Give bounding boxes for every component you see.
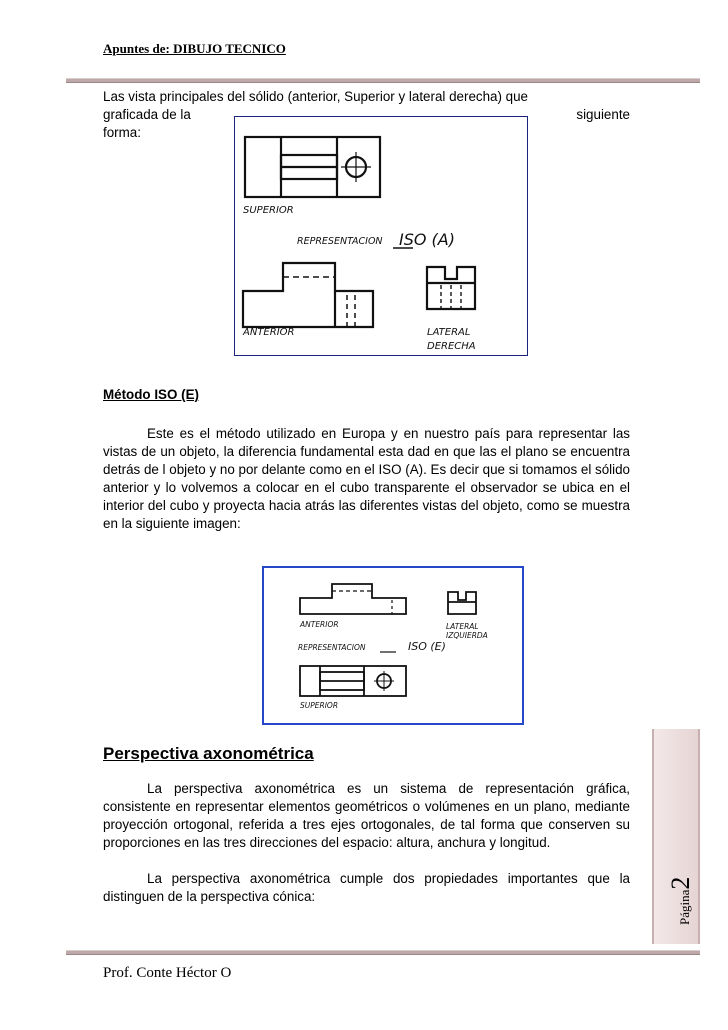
intro-line-2-right: siguiente bbox=[576, 107, 630, 122]
intro-line-3: forma: bbox=[103, 125, 141, 140]
iso-a-label-derecha: DERECHA bbox=[427, 341, 476, 352]
intro-line-1: Las vista principales del sólido (anterior, Superior y lateral derecha) que bbox=[103, 89, 529, 104]
iso-a-label-lateral: LATERAL bbox=[427, 327, 471, 338]
iso-e-label-anterior: ANTERIOR bbox=[300, 620, 339, 629]
iso-e-label-iso: ISO (E) bbox=[408, 640, 446, 653]
iso-a-drawing bbox=[235, 117, 527, 355]
axo-paragraph-1 bbox=[103, 780, 630, 852]
footer-author: Prof. Conte Héctor O bbox=[103, 965, 232, 981]
axo-paragraph-1-text: La perspectiva axonométrica es un sistema de representación gráfica, consistente en representar elementos geométricos o volúmenes en un plano, mediante proyección ortogonal, referida a tres ejes ortogonales, de tal forma que conserven su proporciones en las tres direcciones del espacio: altura, anchura y longitud. bbox=[103, 781, 630, 850]
iso-e-label-superior: SUPERIOR bbox=[300, 701, 339, 710]
iso-e-drawing bbox=[264, 568, 518, 719]
footer-rule bbox=[66, 950, 700, 955]
intro-line-2-left: graficada de la bbox=[103, 107, 191, 122]
iso-a-label-iso: ISO (A) bbox=[399, 230, 455, 249]
page-number bbox=[666, 877, 696, 925]
iso-e-paragraph-text: Este es el método utilizado en Europa y en nuestro país para representar las vistas de un objeto, la diferencia fundamental esta dad en que las el plano se encuentra detrás de l objeto y no por delante como en el ISO (A). Es decir que si tomamos el sólido anterior y lo volvemos a colocar en el cubo transparente el observador se ubica en el interior del cubo y proyecta hacia atrás las diferentes vistas del objeto, como se muestra en la siguiente imagen: bbox=[103, 426, 630, 531]
iso-e-label-representacion: REPRESENTACION bbox=[298, 643, 366, 652]
page-number-value: 2 bbox=[666, 876, 695, 890]
iso-e-label-lateral: LATERAL bbox=[446, 622, 479, 631]
header-rule bbox=[66, 78, 700, 83]
document-header: Apuntes de: DIBUJO TECNICO bbox=[103, 41, 286, 56]
iso-e-label-izquierda: IZQUIERDA bbox=[446, 631, 488, 640]
axo-paragraph-2 bbox=[103, 870, 630, 906]
iso-e-paragraph bbox=[103, 425, 630, 533]
figure-iso-a bbox=[234, 116, 528, 356]
heading-metodo-iso-e: Método ISO (E) bbox=[103, 387, 199, 402]
iso-a-label-anterior: ANTERIOR bbox=[243, 327, 295, 338]
page-number-word: Página bbox=[677, 889, 692, 925]
iso-a-label-superior: SUPERIOR bbox=[243, 205, 294, 216]
axo-paragraph-2-text: La perspectiva axonométrica cumple dos propiedades importantes que la distinguen de la perspectiva cónica: bbox=[103, 871, 630, 904]
iso-a-label-representacion: REPRESENTACION bbox=[297, 236, 383, 247]
heading-perspectiva-axonometrica: Perspectiva axonométrica bbox=[103, 744, 314, 763]
figure-iso-e bbox=[262, 566, 524, 725]
